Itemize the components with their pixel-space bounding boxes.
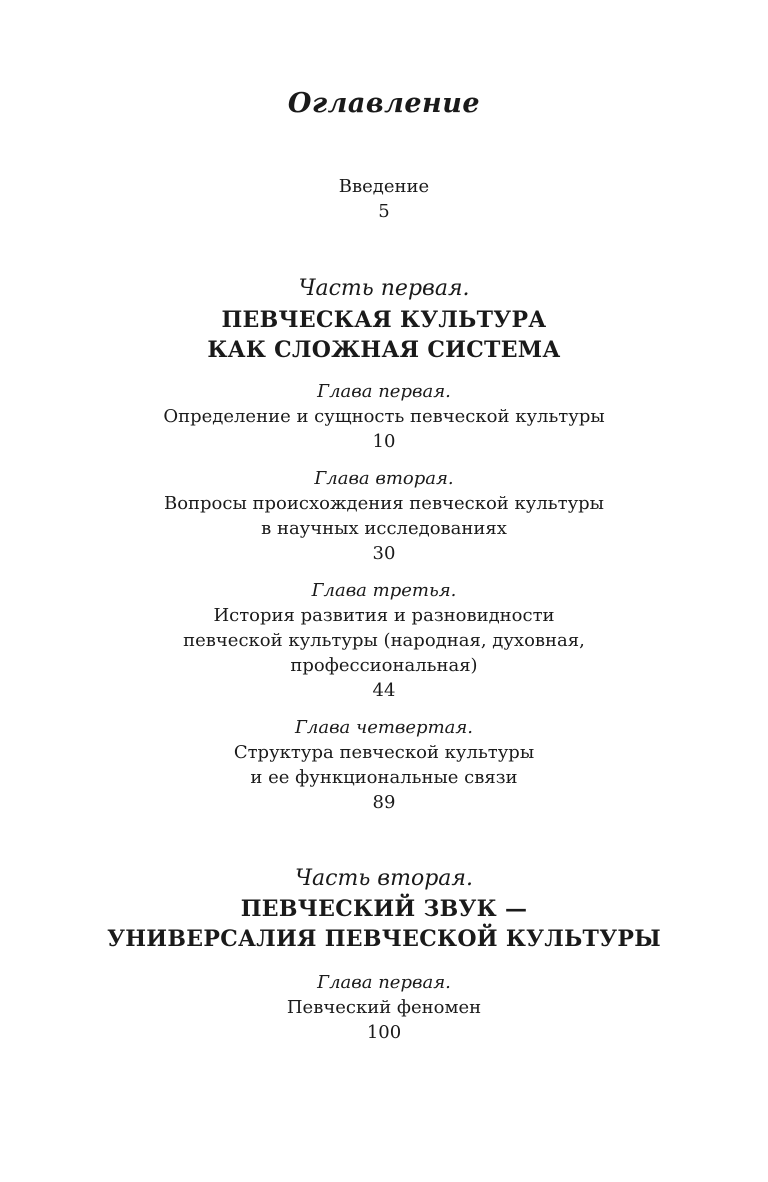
chapter-title: Определение и сущность певческой культуры [163, 406, 605, 427]
chapter-title: Вопросы происхождения певческой культуры [163, 493, 605, 514]
chapter-page: 30 [372, 543, 396, 564]
chapter-title: профессиональная) [290, 655, 478, 676]
chapter-title: в научных исследованиях [261, 518, 507, 539]
chapter-label: Глава первая. [317, 972, 451, 993]
chapter-title: Певческий феномен [286, 997, 482, 1018]
chapter-label: Глава четвертая. [294, 717, 474, 738]
chapter-title: и ее функциональные связи [250, 767, 518, 788]
part2-title-line2: УНИВЕРСАЛИЯ ПЕВЧЕСКОЙ КУЛЬТУРЫ [107, 926, 661, 952]
chapter-page: 10 [372, 431, 396, 452]
chapter-page: 100 [366, 1022, 402, 1043]
page-title: Оглавление [287, 88, 481, 119]
intro-label: Введение [338, 176, 430, 197]
chapter-title: певческой культуры (народная, духовная, [183, 630, 585, 651]
chapter-label: Глава вторая. [314, 468, 454, 489]
chapter-title: История развития и разновидности [213, 605, 555, 626]
chapter-label: Глава первая. [317, 381, 451, 402]
chapter-page: 89 [372, 792, 396, 813]
chapter-title: Структура певческой культуры [233, 742, 535, 763]
chapter-label: Глава третья. [311, 580, 457, 601]
chapter-page: 44 [372, 680, 396, 701]
part1-title-line2: КАК СЛОЖНАЯ СИСТЕМА [207, 337, 561, 363]
intro-page: 5 [378, 201, 390, 222]
part1-title-line1: ПЕВЧЕСКАЯ КУЛЬТУРА [221, 307, 547, 333]
part2-label: Часть вторая. [295, 866, 473, 891]
part2-title-line1: ПЕВЧЕСКИЙ ЗВУК — [240, 896, 528, 922]
part1-label: Часть первая. [298, 276, 470, 301]
